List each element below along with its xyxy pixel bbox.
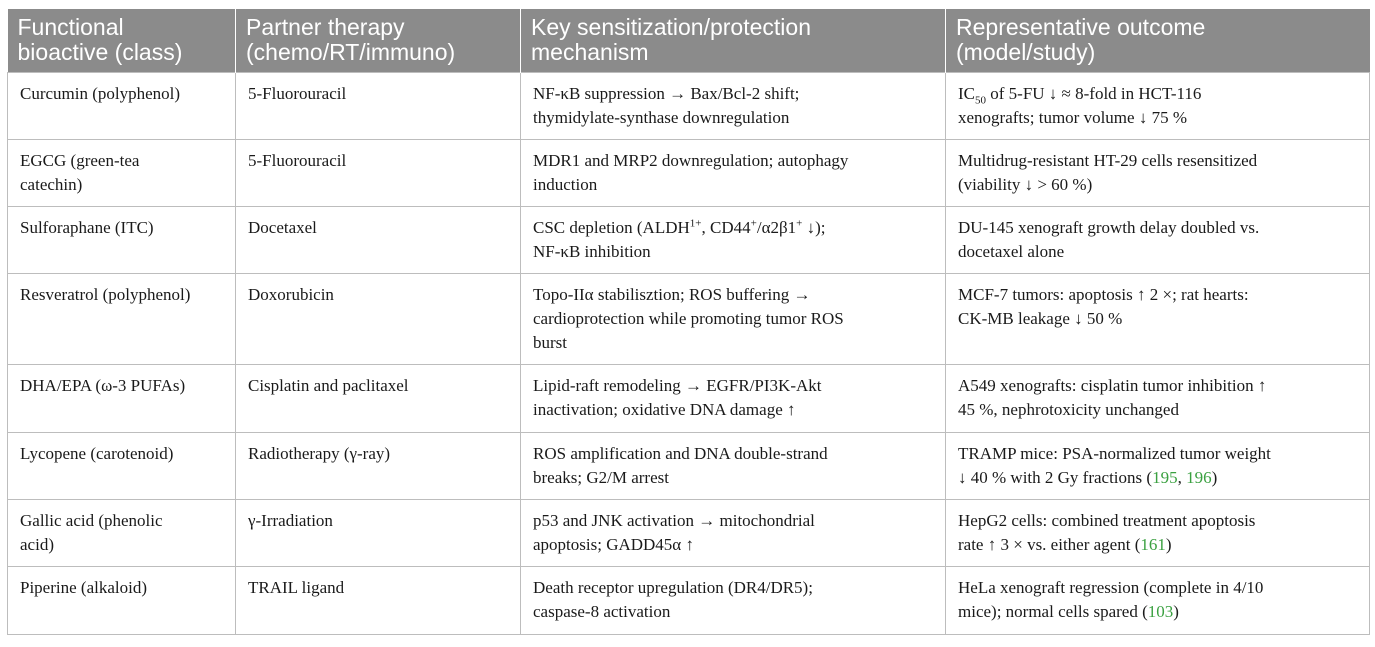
header-text: (model/study) xyxy=(956,39,1096,65)
cell-text: DU-145 xenograft growth delay doubled vs. xyxy=(958,218,1260,237)
cell-partner xyxy=(236,433,521,500)
header-text: bioactive (class) xyxy=(17,39,183,65)
cell-outcome xyxy=(946,500,1370,567)
cell-text: NF-κB suppression → Bax/Bcl-2 shift; xyxy=(533,84,800,103)
cell-mechanism xyxy=(521,365,946,433)
header-text: Representative outcome xyxy=(956,14,1206,40)
superscript: + xyxy=(796,217,803,230)
table-row xyxy=(8,567,1370,635)
cell-text: EGCG (green-tea xyxy=(20,151,140,170)
cell-text: rate ↑ 3 × vs. either agent ( xyxy=(958,535,1141,554)
cell-text: Gallic acid (phenolic xyxy=(20,511,163,530)
citation-link[interactable]: 196 xyxy=(1186,468,1212,487)
cell-mechanism xyxy=(521,433,946,500)
cell-text: mice); normal cells spared ( xyxy=(958,602,1148,621)
cell-text: docetaxel alone xyxy=(958,242,1065,261)
cell-partner xyxy=(236,73,521,140)
cell-mechanism xyxy=(521,500,946,567)
cell-text: 5-Fluorouracil xyxy=(248,151,347,170)
citation-link[interactable]: 161 xyxy=(1140,535,1166,554)
cell-text: MDR1 and MRP2 downregulation; autophagy xyxy=(533,151,849,170)
cell-outcome xyxy=(946,207,1370,274)
cell-bioactive xyxy=(8,140,236,207)
cell-text: Radiotherapy (γ-ray) xyxy=(248,444,391,463)
citation-link[interactable]: 103 xyxy=(1147,602,1174,621)
table-row xyxy=(8,207,1370,274)
header-text: Partner therapy xyxy=(246,14,405,40)
cell-outcome xyxy=(946,73,1370,140)
cell-text: Curcumin (polyphenol) xyxy=(20,84,181,103)
cell-partner xyxy=(236,567,521,635)
cell-text: , CD44 xyxy=(701,218,751,237)
cell-text: MCF-7 tumors: apoptosis ↑ 2 ×; rat hearts: xyxy=(958,285,1249,304)
table-row xyxy=(8,73,1370,140)
cell-text: xenografts; tumor volume ↓ 75 % xyxy=(958,108,1187,127)
cell-text: Sulforaphane (ITC) xyxy=(20,218,154,237)
cell-text: breaks; G2/M arrest xyxy=(533,468,669,487)
cell-text: DHA/EPA (ω-3 PUFAs) xyxy=(20,376,186,395)
cell-bioactive xyxy=(8,500,236,567)
cell-mechanism xyxy=(521,567,946,635)
cell-bioactive xyxy=(8,433,236,500)
subscript: 50 xyxy=(975,94,986,107)
header-text: (chemo/RT/immuno) xyxy=(246,39,456,65)
citation-link[interactable]: 195 xyxy=(1152,468,1178,487)
cell-text: CK-MB leakage ↓ 50 % xyxy=(958,309,1123,328)
cell-outcome xyxy=(946,140,1370,207)
cell-outcome xyxy=(946,274,1370,365)
cell-text: of 5-FU ↓ ≈ 8-fold in HCT-116 xyxy=(986,84,1202,103)
cell-text: cardioprotection while promoting tumor ROS xyxy=(533,309,844,328)
cell-text: ) xyxy=(1165,535,1172,554)
cell-partner xyxy=(236,140,521,207)
cell-mechanism xyxy=(521,140,946,207)
cell-text: /α2β1 xyxy=(756,218,797,237)
cell-text: Multidrug-resistant HT-29 cells resensitized xyxy=(958,151,1258,170)
cell-text: caspase-8 activation xyxy=(533,602,671,621)
cell-outcome xyxy=(946,567,1370,635)
cell-text: γ-Irradiation xyxy=(248,511,333,530)
cell-text: 5-Fluorouracil xyxy=(248,84,347,103)
header-text: mechanism xyxy=(531,39,649,65)
superscript: 1+ xyxy=(689,217,702,230)
cell-text: ) xyxy=(1211,468,1218,487)
cell-text: acid) xyxy=(20,535,54,554)
cell-bioactive xyxy=(8,207,236,274)
cell-text: Docetaxel xyxy=(248,218,317,237)
table-row xyxy=(8,500,1370,567)
table-row xyxy=(8,274,1370,365)
cell-partner xyxy=(236,500,521,567)
header-partner xyxy=(236,9,521,73)
cell-text: NF-κB inhibition xyxy=(533,242,651,261)
superscript: + xyxy=(750,217,757,230)
cell-mechanism xyxy=(521,207,946,274)
cell-partner xyxy=(236,207,521,274)
cell-text: HepG2 cells: combined treatment apoptosis xyxy=(958,511,1256,530)
cell-outcome xyxy=(946,433,1370,500)
cell-text: p53 and JNK activation → mitochondrial xyxy=(533,511,815,530)
cell-bioactive xyxy=(8,365,236,433)
cell-text: burst xyxy=(533,333,567,352)
cell-bioactive xyxy=(8,274,236,365)
cell-text: Death receptor upregulation (DR4/DR5); xyxy=(533,578,813,597)
cell-text: ) xyxy=(1173,602,1179,621)
cell-text: HeLa xenograft regression (complete in 4/10 xyxy=(958,578,1264,597)
cell-text: IC xyxy=(958,84,975,103)
cell-text: apoptosis; GADD45α ↑ xyxy=(533,535,694,554)
cell-text: thymidylate-synthase downregulation xyxy=(533,108,790,127)
header-text: Key sensitization/protection xyxy=(531,14,811,40)
cell-text: Resveratrol (polyphenol) xyxy=(20,285,191,304)
cell-text: Doxorubicin xyxy=(248,285,334,304)
cell-text: (viability ↓ > 60 %) xyxy=(958,175,1093,194)
cell-text: CSC depletion (ALDH xyxy=(533,218,690,237)
cell-text: Lycopene (carotenoid) xyxy=(20,444,174,463)
cell-mechanism xyxy=(521,274,946,365)
cell-text: TRAIL ligand xyxy=(248,578,345,597)
cell-text: , xyxy=(1177,468,1187,487)
cell-text: induction xyxy=(533,175,598,194)
cell-text: Piperine (alkaloid) xyxy=(20,578,147,597)
cell-mechanism xyxy=(521,73,946,140)
table-row xyxy=(8,365,1370,433)
header-row xyxy=(8,9,1370,73)
cell-text: Topo-IIα stabilisztion; ROS buffering → xyxy=(533,285,811,304)
cell-text: Lipid-raft remodeling → EGFR/PI3K-Akt xyxy=(533,376,822,395)
header-mechanism xyxy=(521,9,946,73)
cell-outcome xyxy=(946,365,1370,433)
cell-partner xyxy=(236,274,521,365)
cell-text: inactivation; oxidative DNA damage ↑ xyxy=(533,400,796,419)
cell-text: ↓ 40 % with 2 Gy fractions ( xyxy=(958,468,1153,487)
bioactive-therapy-table xyxy=(7,9,1370,635)
table-row xyxy=(8,433,1370,500)
cell-text: 45 %, nephrotoxicity unchanged xyxy=(958,400,1179,419)
cell-text: catechin) xyxy=(20,175,83,194)
header-text: Functional xyxy=(17,14,124,40)
cell-text: Cisplatin and paclitaxel xyxy=(248,376,409,395)
header-outcome xyxy=(946,9,1370,73)
cell-bioactive xyxy=(8,567,236,635)
cell-text: A549 xenografts: cisplatin tumor inhibition ↑ xyxy=(958,376,1267,395)
cell-text: ↓); xyxy=(802,218,826,237)
table-row xyxy=(8,140,1370,207)
cell-text: TRAMP mice: PSA-normalized tumor weight xyxy=(958,444,1271,463)
cell-text: ROS amplification and DNA double-strand xyxy=(533,444,828,463)
cell-partner xyxy=(236,365,521,433)
header-bioactive xyxy=(8,9,236,73)
cell-bioactive xyxy=(8,73,236,140)
